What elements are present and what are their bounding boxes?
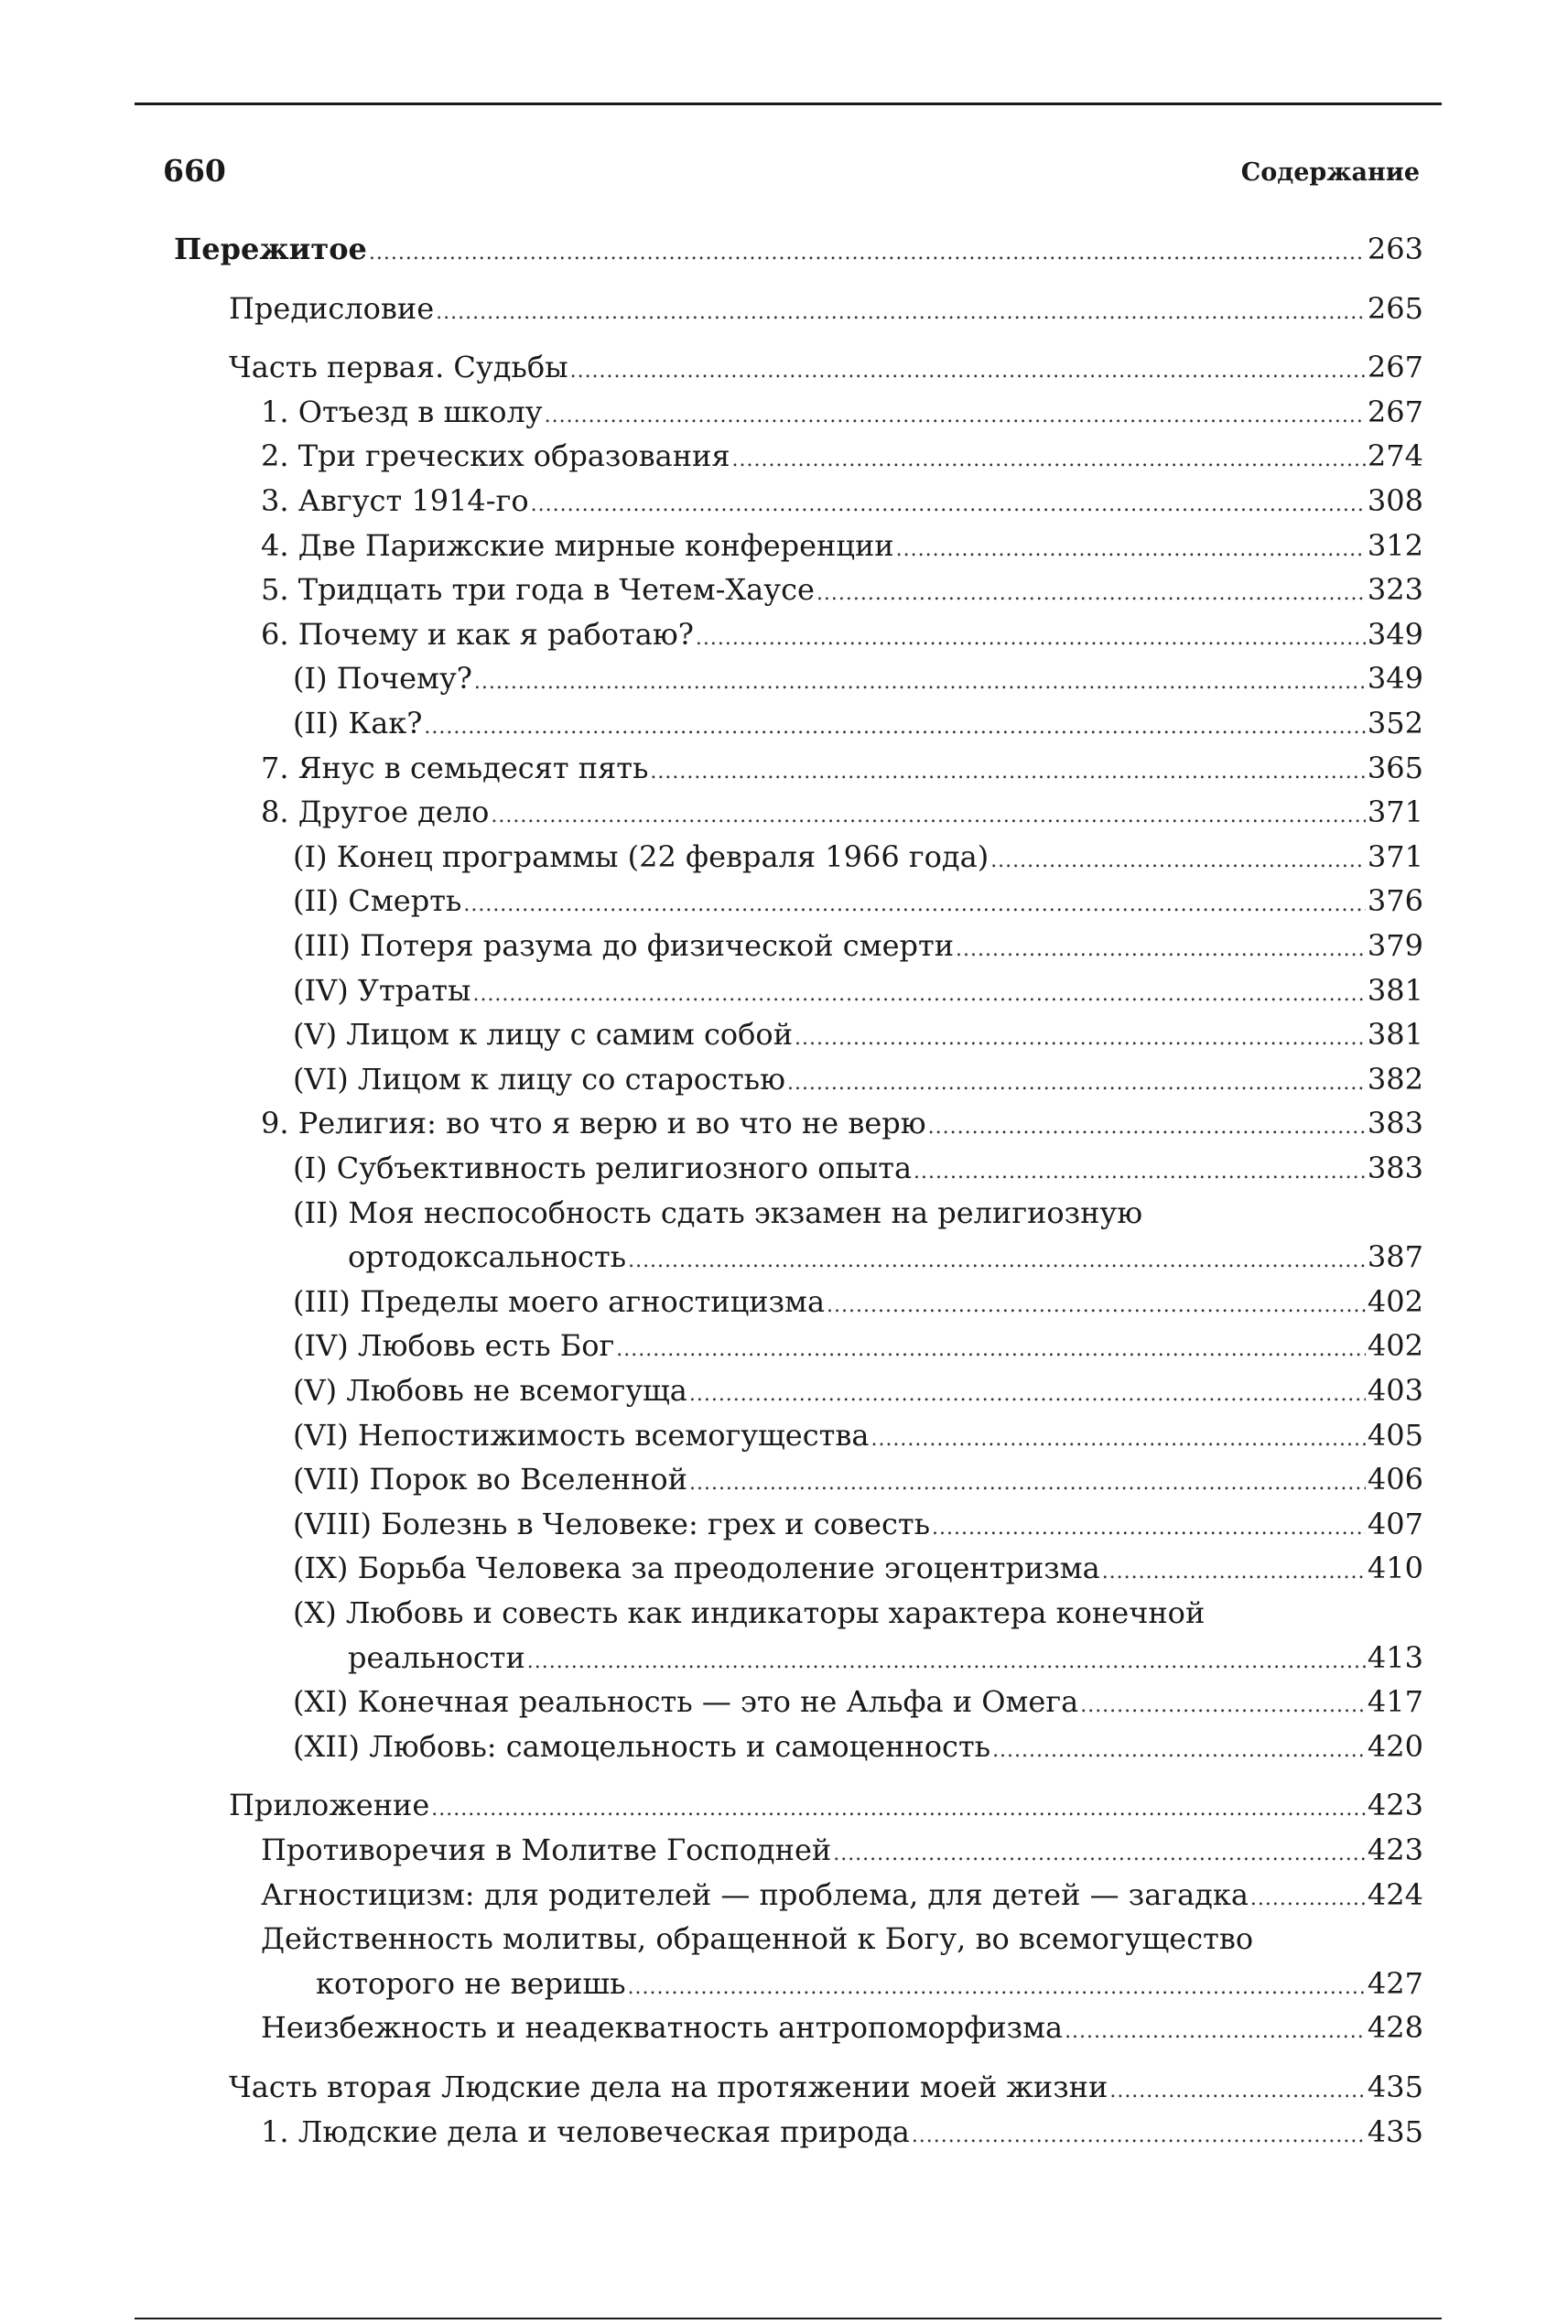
- toc-entry-title: (VI) Лицом к лицу со старостью: [293, 1061, 785, 1097]
- dot-leader: [956, 928, 1366, 972]
- toc-entry-title: которого не веришь: [316, 1965, 626, 2001]
- dot-leader: [896, 528, 1366, 572]
- toc-entry-title: Часть вторая Людские дела на протяжении моей жизни: [229, 2070, 1108, 2104]
- dot-leader: [689, 1373, 1366, 1417]
- dot-leader: [436, 291, 1366, 335]
- dot-leader: [545, 395, 1366, 438]
- toc-entry-page: 410: [1367, 1551, 1423, 1586]
- toc-entry-page: 274: [1367, 438, 1423, 474]
- toc-entry-page: 263: [1367, 232, 1423, 266]
- toc-entry: [0, 1413, 1568, 1457]
- toc-entry-page: 407: [1367, 1506, 1423, 1541]
- dot-leader: [424, 706, 1366, 750]
- toc-entry-title-first-line: (II) Моя неспособность сдать экзамен на религиозную: [293, 1194, 1143, 1230]
- toc-entry-title: Противоречия в Молитве Господней: [261, 1832, 832, 1867]
- toc-entry-title: (VIII) Болезнь в Человеке: грех и совесть: [293, 1506, 930, 1541]
- toc-entry-page: 435: [1367, 2070, 1423, 2104]
- toc-entry: [0, 835, 1568, 879]
- toc-entry: [0, 1502, 1568, 1546]
- toc-entry-title: (IX) Борьба Человека за преодоление эгоцентризма: [293, 1551, 1100, 1586]
- toc-entry-title: (I) Конец программы (22 февраля 1966 года): [293, 838, 989, 874]
- toc-entry-title: 1. Отъезд в школу: [261, 394, 543, 429]
- dot-leader: [992, 1729, 1366, 1773]
- toc-entry-page: 417: [1367, 1684, 1423, 1720]
- dot-leader: [787, 1062, 1366, 1106]
- toc-entry: [0, 1101, 1568, 1145]
- toc-entry-page: 402: [1367, 1283, 1423, 1319]
- toc-entry-title: (III) Пределы моего агностицизма: [293, 1283, 826, 1319]
- toc-entry-title-first-line: Действенность молитвы, обращенной к Богу, во всемогущество: [261, 1921, 1254, 1957]
- toc-entry-page: 382: [1367, 1061, 1423, 1097]
- toc-entry-title: Агностицизм: для родителей — проблема, для детей — загадка: [261, 1876, 1249, 1912]
- dot-leader: [1250, 1877, 1366, 1921]
- dot-leader: [932, 1507, 1366, 1551]
- toc-entry-page: 428: [1367, 2010, 1423, 2046]
- toc-entry: [0, 701, 1568, 745]
- toc-entry: [0, 968, 1568, 1012]
- toc-entry-title: Предисловие: [229, 290, 435, 326]
- toc-entry-title: (VII) Порок во Вселенной: [293, 1462, 687, 1497]
- toc-entry: [0, 434, 1568, 478]
- toc-entry: [0, 2110, 1568, 2154]
- toc-entry-page: 413: [1367, 1639, 1423, 1675]
- toc-entry-page: 349: [1367, 661, 1423, 697]
- dot-leader: [816, 572, 1366, 616]
- dot-leader: [732, 438, 1366, 482]
- toc-entry-page: 387: [1367, 1239, 1423, 1275]
- toc-entry-title: (II) Как?: [293, 706, 423, 740]
- toc-entry-title: (IV) Утраты: [293, 972, 471, 1008]
- toc-entry-page: 267: [1367, 350, 1423, 385]
- toc-entry: [0, 1057, 1568, 1101]
- toc-entry-page: 435: [1367, 2113, 1423, 2149]
- toc-entry-page: 402: [1367, 1328, 1423, 1364]
- toc-entry: [0, 1191, 1568, 1275]
- dot-leader: [628, 1239, 1366, 1283]
- toc-entry: [0, 1546, 1568, 1590]
- dot-leader: [871, 1418, 1365, 1462]
- toc-entry-title: 4. Две Парижские мирные конференции: [261, 527, 894, 563]
- toc-entry-title: (XI) Конечная реальность — это не Альфа и Омега: [293, 1684, 1079, 1720]
- toc-entry-title: Неизбежность и неадекватность антропоморфизма: [261, 2010, 1064, 2046]
- toc-entry-title: (IV) Любовь есть Бог: [293, 1328, 615, 1364]
- toc-entry-title: (V) Лицом к лицу с самим собой: [293, 1017, 794, 1053]
- toc-entry: [0, 567, 1568, 611]
- toc-entry-page: 383: [1367, 1151, 1423, 1185]
- toc-entry: [0, 479, 1568, 523]
- bottom-rule: [135, 2318, 1442, 2319]
- dot-leader: [990, 839, 1366, 883]
- toc-entry: [0, 1783, 1568, 1827]
- toc-entry: [0, 286, 1568, 330]
- top-rule: [135, 103, 1442, 105]
- toc-entry-title: 1. Людские дела и человеческая природа: [261, 2113, 910, 2149]
- toc-entry: [0, 924, 1568, 967]
- dot-leader: [463, 883, 1366, 927]
- dot-leader: [1080, 1684, 1366, 1728]
- toc-entry: [0, 524, 1568, 567]
- toc-entry-title: Пережитое: [174, 232, 367, 266]
- toc-entry: [0, 1873, 1568, 1917]
- toc-entry-title: (III) Потеря разума до физической смерти: [293, 928, 955, 963]
- toc-entry-page: 349: [1367, 616, 1423, 652]
- toc-entry: [0, 1280, 1568, 1324]
- dot-leader: [527, 1640, 1366, 1684]
- toc-entry-title: 8. Другое дело: [261, 794, 490, 830]
- toc-entry-page: 323: [1367, 572, 1423, 608]
- toc-entry-title-first-line: (X) Любовь и совесть как индикаторы характера конечной: [293, 1595, 1206, 1630]
- toc-entry: [0, 1324, 1568, 1367]
- toc-entry-page: 405: [1367, 1417, 1423, 1453]
- toc-entry: [0, 227, 1568, 271]
- toc-entry-title: 2. Три греческих образования: [261, 438, 730, 474]
- toc-entry: [0, 1724, 1568, 1768]
- dot-leader: [1109, 2070, 1366, 2113]
- toc-entry: [0, 1828, 1568, 1872]
- toc-entry-page: 352: [1367, 706, 1423, 740]
- dot-leader: [570, 350, 1366, 394]
- page-number: 660: [163, 153, 226, 189]
- toc-entry-title: реальности: [348, 1639, 525, 1675]
- dot-leader: [827, 1284, 1366, 1328]
- dot-leader: [431, 1788, 1366, 1832]
- dot-leader: [689, 1462, 1366, 1506]
- toc-entry: [0, 1591, 1568, 1675]
- toc-entry-title: 7. Янус в семьдесят пять: [261, 750, 649, 785]
- dot-leader: [914, 1151, 1366, 1194]
- dot-leader: [928, 1106, 1366, 1150]
- toc-entry: [0, 1012, 1568, 1056]
- toc-entry: [0, 656, 1568, 700]
- toc-entry: [0, 612, 1568, 656]
- dot-leader: [628, 1966, 1366, 2010]
- toc-entry-page: 420: [1367, 1728, 1423, 1764]
- toc-entry: [0, 1917, 1568, 2001]
- toc-entry-page: 308: [1367, 483, 1423, 518]
- toc-entry-page: 406: [1367, 1462, 1423, 1497]
- dot-leader: [696, 617, 1366, 661]
- toc-entry-page: 423: [1367, 1788, 1423, 1823]
- toc-entry-page: 381: [1367, 1017, 1423, 1053]
- toc-entry: [0, 746, 1568, 790]
- toc-entry-title: Приложение: [229, 1788, 430, 1823]
- toc-entry-title: (II) Смерть: [293, 883, 462, 919]
- toc-entry: [0, 790, 1568, 834]
- toc-entry-page: 427: [1367, 1965, 1423, 2001]
- toc-entry-page: 383: [1367, 1106, 1423, 1141]
- toc-entry-page: 376: [1367, 883, 1423, 919]
- toc-entry-title: 3. Август 1914-го: [261, 483, 529, 518]
- dot-leader: [650, 751, 1366, 794]
- dot-leader: [912, 2114, 1366, 2158]
- toc-entry: [0, 345, 1568, 389]
- toc-entry-title: 6. Почему и как я работаю?: [261, 616, 694, 652]
- toc-entry: [0, 879, 1568, 923]
- toc-entry-page: 371: [1367, 794, 1423, 830]
- toc-entry: [0, 1368, 1568, 1412]
- toc-entry-page: 365: [1367, 750, 1423, 785]
- toc-entry-page: 267: [1367, 394, 1423, 429]
- toc-entry-page: 379: [1367, 928, 1423, 963]
- toc-entry: [0, 2005, 1568, 2049]
- toc-entry-title: 5. Тридцать три года в Четем-Хаусе: [261, 572, 815, 608]
- toc-entry-page: 265: [1367, 290, 1423, 326]
- dot-leader: [833, 1832, 1366, 1876]
- dot-leader: [616, 1328, 1366, 1372]
- toc-entry-page: 312: [1367, 527, 1423, 563]
- toc-entry-title: (V) Любовь не всемогуща: [293, 1373, 687, 1408]
- toc-entry-page: 424: [1367, 1876, 1423, 1912]
- dot-leader: [491, 794, 1366, 838]
- toc-entry: [0, 1680, 1568, 1724]
- toc-entry: [0, 2065, 1568, 2109]
- dot-leader: [531, 483, 1366, 527]
- toc-entry-title: (XII) Любовь: самоцельность и самоценность: [293, 1728, 991, 1764]
- toc-entry: [0, 1146, 1568, 1190]
- toc-entry-title: Часть первая. Судьбы: [229, 350, 568, 385]
- toc-entry-title: 9. Религия: во что я верю и во что не верю: [261, 1106, 926, 1141]
- dot-leader: [1065, 2010, 1366, 2054]
- running-title: Содержание: [1240, 158, 1420, 187]
- toc-entry: [0, 390, 1568, 434]
- dot-leader: [369, 232, 1366, 276]
- toc-entry-title: (VI) Непостижимость всемогущества: [293, 1417, 870, 1453]
- toc-entry-title: (I) Почему?: [293, 661, 472, 697]
- toc-entry-title: ортодоксальность: [348, 1239, 627, 1275]
- dot-leader: [474, 661, 1366, 705]
- toc-entry-page: 371: [1367, 838, 1423, 874]
- toc-entry-page: 381: [1367, 972, 1423, 1008]
- dot-leader: [472, 973, 1365, 1017]
- dot-leader: [795, 1017, 1366, 1061]
- dot-leader: [1102, 1551, 1366, 1594]
- toc-entry-page: 423: [1367, 1832, 1423, 1867]
- toc-entry: [0, 1457, 1568, 1501]
- toc-entry-page: 403: [1367, 1373, 1423, 1408]
- toc-entry-title: (I) Субъективность религиозного опыта: [293, 1151, 913, 1185]
